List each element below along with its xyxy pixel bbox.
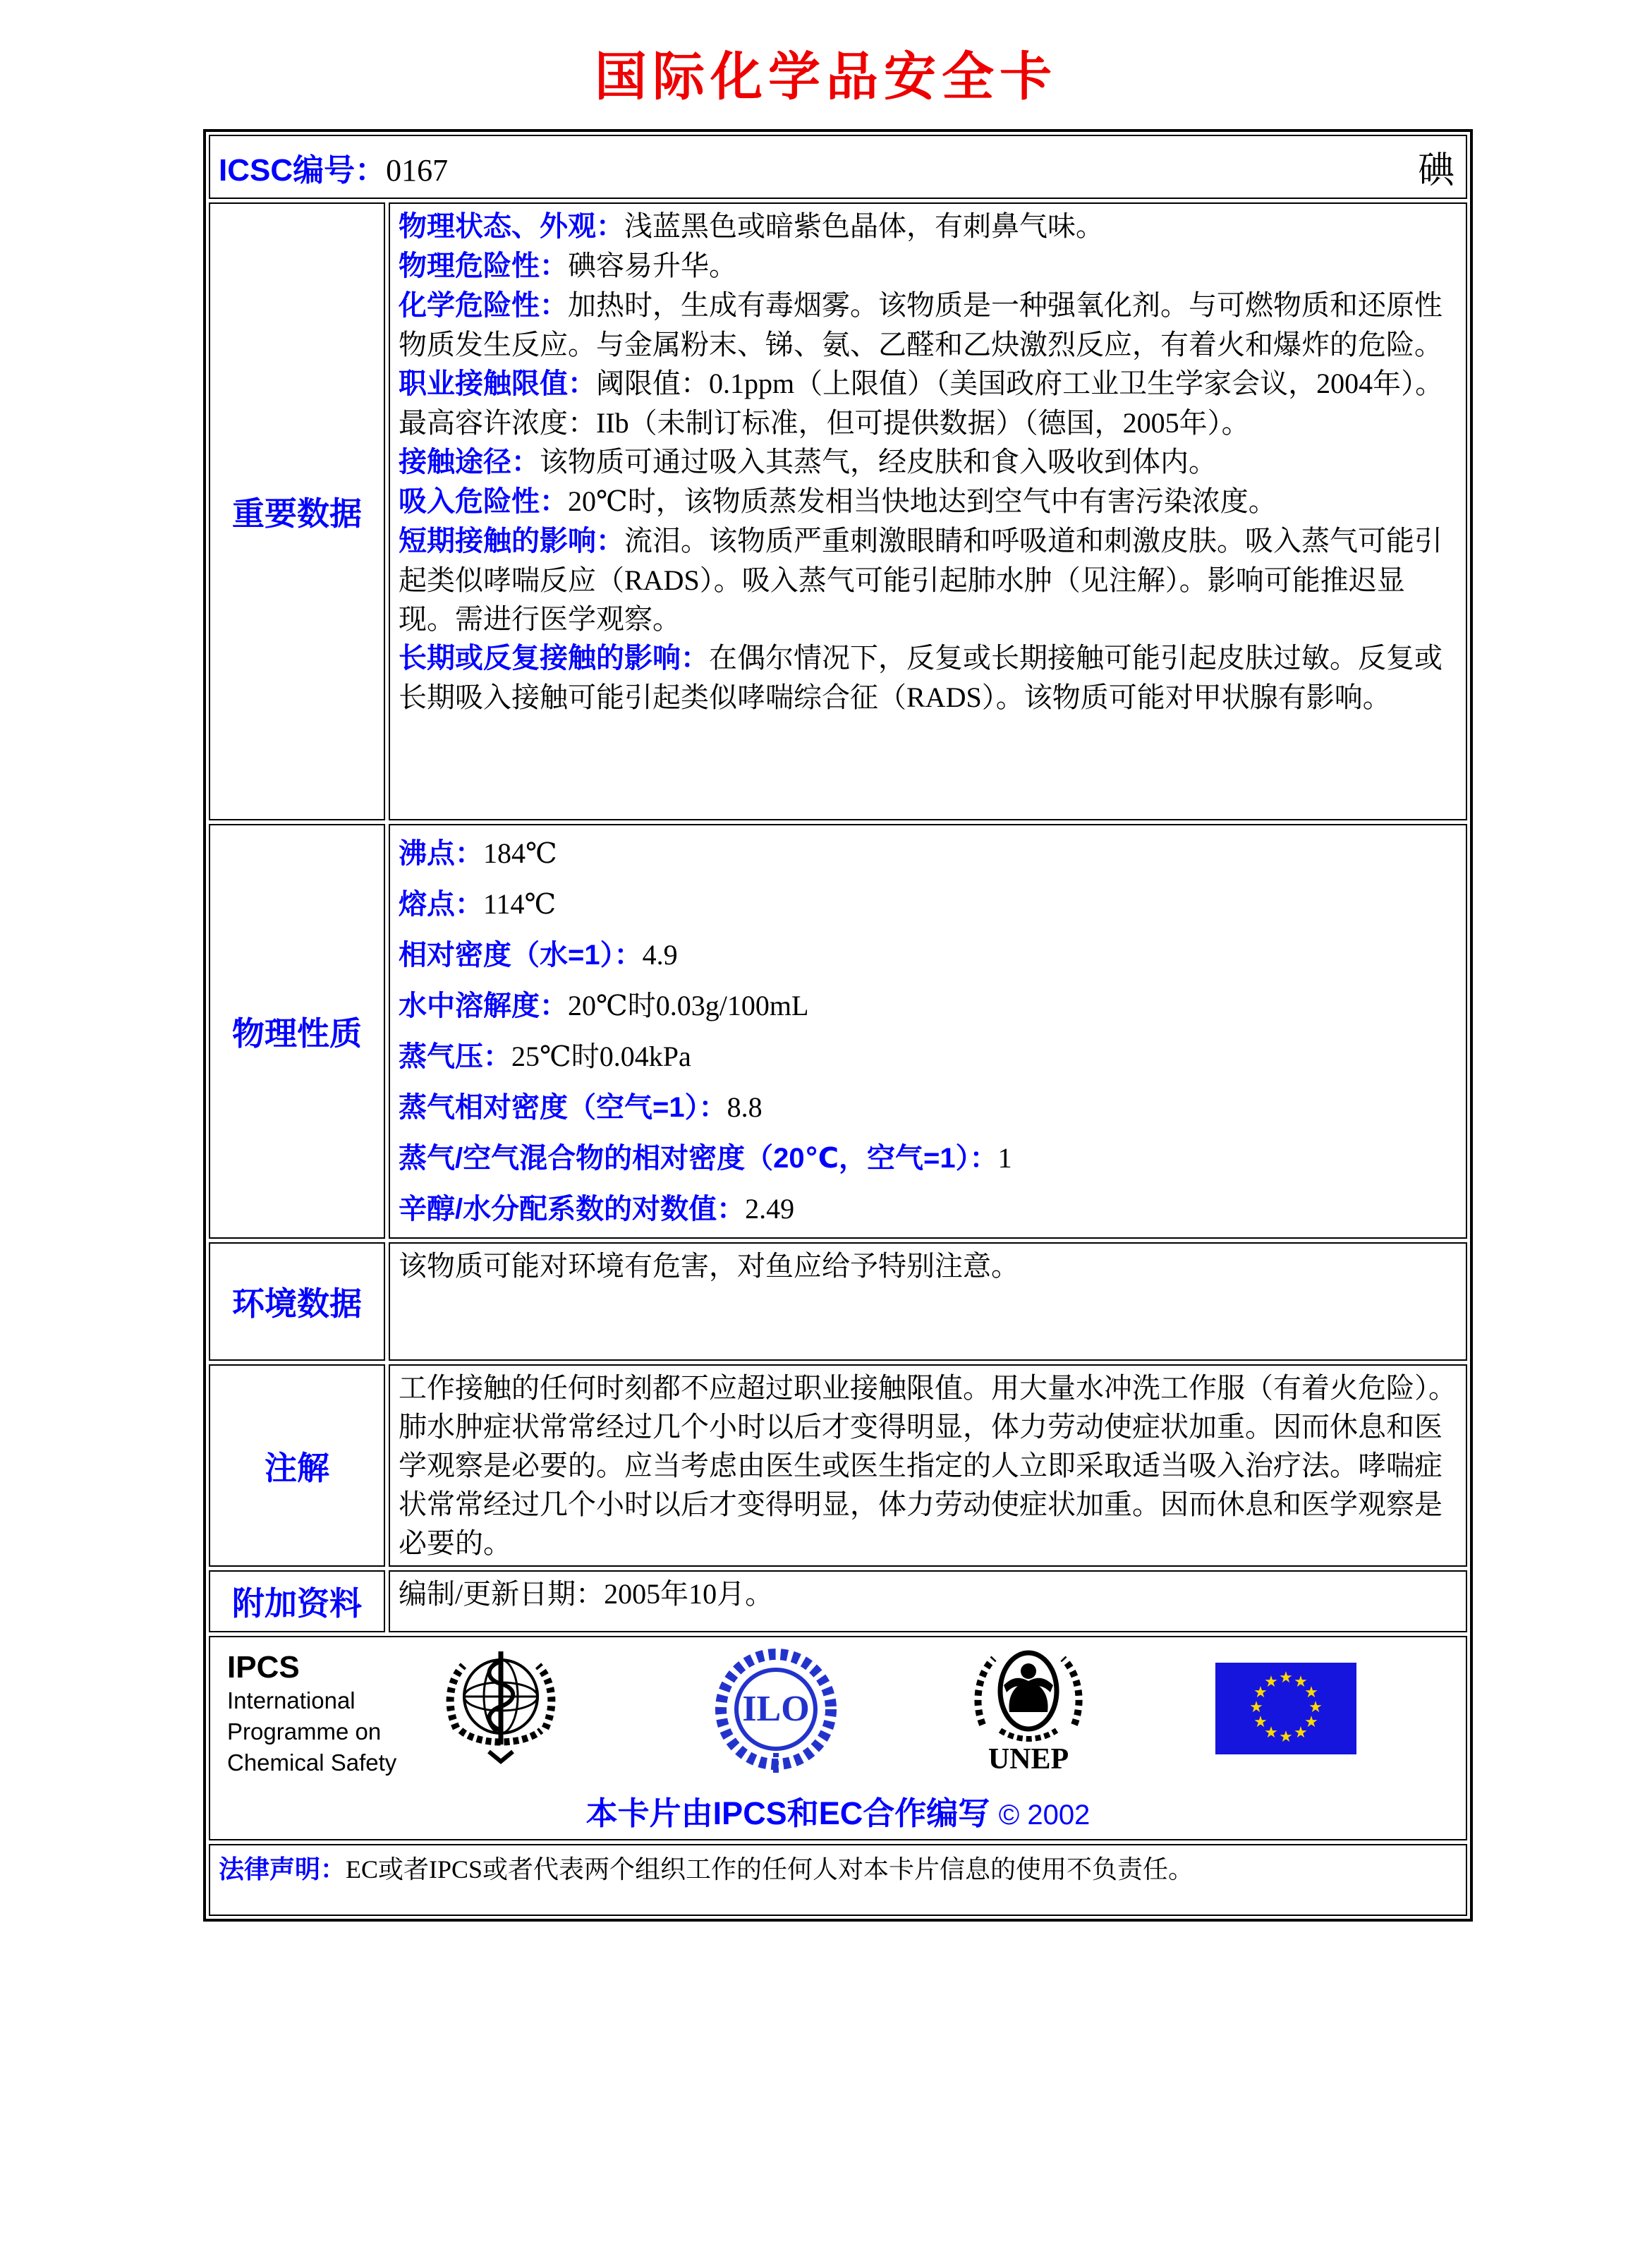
svg-text:★: ★: [1294, 1673, 1308, 1691]
section-label-additional-info: 附加资料: [209, 1570, 385, 1632]
svg-text:★: ★: [1279, 1728, 1293, 1746]
icsc-number-value: 0167: [386, 152, 449, 188]
field-inhalation-risk: 吸入危险性：20℃时，该物质蒸发相当快地达到空气中有害污染浓度。: [399, 485, 1277, 517]
svg-text:★: ★: [1249, 1699, 1263, 1716]
legal-text: EC或者IPCS或者代表两个组织工作的任何人对本卡片信息的使用不负责任。: [346, 1855, 1194, 1883]
section-notes: [209, 1364, 1467, 1567]
prop-water-solubility: 水中溶解度：20℃时0.03g/100mL: [399, 990, 809, 1021]
prop-melting-point: 熔点：114℃: [399, 888, 557, 920]
unep-logo-icon: [968, 1647, 1088, 1781]
header-row: [209, 135, 1467, 199]
icsc-number-label: ICSC编号：: [219, 152, 387, 188]
field-physical-danger: 物理危险性：碘容易升华。: [399, 250, 737, 281]
prop-boiling-point: 沸点：184℃: [399, 837, 557, 869]
credit-text: 本卡片由IPCS和EC合作编写: [585, 1795, 990, 1831]
svg-text:★: ★: [1264, 1673, 1278, 1691]
section-important-data: [209, 202, 1467, 820]
additional-info-content: [389, 1570, 1467, 1632]
who-logo-icon: [439, 1647, 563, 1774]
legal-label: 法律声明：: [219, 1855, 346, 1883]
field-exposure-routes: 接触途径：该物质可通过吸入其蒸气，经皮肤和食入吸收到体内。: [399, 446, 1217, 478]
logo-row: [217, 1647, 1459, 1785]
ilo-logo-text: ILO: [742, 1689, 810, 1729]
page-title: 国际化学品安全卡: [595, 49, 1057, 107]
ipcs-acronym: IPCS: [227, 1650, 300, 1685]
section-environmental-data: [209, 1242, 1467, 1361]
prop-vapor-pressure: 蒸气压：25℃时0.04kPa: [399, 1041, 691, 1072]
ipcs-line1: International: [227, 1687, 356, 1713]
field-long-term-effects: 长期或反复接触的影响：在偶尔情况下，反复或长期接触可能引起皮肤过敏。反复或长期吸入接触可能引起类似哮喘综合征（RADS）。该物质可能对甲状腺有影响。: [399, 642, 1443, 713]
section-physical-properties: [209, 824, 1467, 1239]
ipcs-line3: Chemical Safety: [227, 1749, 397, 1776]
organizations-cell: [209, 1636, 1467, 1840]
copyright-text: © 2002: [998, 1800, 1091, 1831]
svg-text:★: ★: [1304, 1684, 1318, 1701]
svg-text:★: ★: [1264, 1724, 1278, 1742]
svg-text:★: ★: [1308, 1699, 1323, 1716]
svg-text:★: ★: [1253, 1684, 1268, 1701]
svg-text:★: ★: [1253, 1713, 1268, 1731]
ipcs-text-block: [217, 1647, 429, 1778]
svg-text:★: ★: [1294, 1724, 1308, 1742]
unep-logo-text: UNEP: [988, 1743, 1069, 1776]
physical-properties-content: [389, 824, 1467, 1239]
section-additional-info: [209, 1570, 1467, 1632]
notes-content: [389, 1364, 1467, 1567]
ilo-logo-icon: [715, 1647, 838, 1785]
credit-line: [217, 1788, 1459, 1833]
prop-vapor-air-mixture-density: 蒸气/空气混合物的相对密度（20℃，空气=1）：1: [399, 1142, 1012, 1174]
section-label-important-data: 重要数据: [209, 202, 385, 820]
field-physical-state: 物理状态、外观：浅蓝黑色或暗紫色晶体，有刺鼻气味。: [399, 210, 1104, 242]
field-chemical-danger: 化学危险性：加热时，生成有毒烟雾。该物质是一种强氧化剂。与可燃物质和还原性物质发生反应。与金属粉末、锑、氨、乙醛和乙炔激烈反应，有着火和爆炸的危险。: [399, 289, 1443, 360]
ipcs-line2: Programme on: [227, 1718, 382, 1745]
eu-flag-icon: [1215, 1663, 1356, 1758]
important-data-content: [389, 202, 1467, 820]
notes-text: 工作接触的任何时刻都不应超过职业接触限值。用大量水冲洗工作服（有着火危险）。肺水肿症状常常经过几个小时以后才变得明显，体力劳动使症状加重。因而休息和医学观察是必要的。应当考虑由医生或医生指定的人立即采取适当吸入治疗法。哮喘症状常常经过几个小时以后才变得明显，体力劳动使症状加重。因而休息和医学观察是必要的。: [399, 1372, 1457, 1559]
prop-relative-density: 相对密度（水=1）：4.9: [399, 939, 678, 971]
icsc-card-table: [203, 129, 1473, 1922]
legal-cell: [209, 1844, 1467, 1916]
svg-text:★: ★: [1304, 1713, 1318, 1731]
section-label-environmental-data: 环境数据: [209, 1242, 385, 1361]
icsc-number-field: [219, 145, 448, 190]
environmental-data-content: [389, 1242, 1467, 1361]
prop-vapor-relative-density: 蒸气相对密度（空气=1）：8.8: [399, 1091, 763, 1123]
legal-row: [209, 1844, 1467, 1916]
organizations-row: [209, 1636, 1467, 1840]
section-label-notes: 注解: [209, 1364, 385, 1567]
substance-name: 碘: [1417, 151, 1454, 191]
header-cell: [209, 135, 1467, 199]
environmental-data-text: 该物质可能对环境有危害，对鱼应给予特别注意。: [399, 1250, 1019, 1282]
prop-octanol-water-partition: 辛醇/水分配系数的对数值：2.49: [399, 1193, 795, 1225]
field-occupational-exposure-limits: 职业接触限值：阈限值：0.1ppm（上限值）（美国政府工业卫生学家会议，2004年）。最高容许浓度：IIb（未制订标准，但可提供数据）（德国，2005年）。: [399, 368, 1444, 439]
svg-text:★: ★: [1279, 1669, 1293, 1687]
section-label-physical-properties: 物理性质: [209, 824, 385, 1239]
field-short-term-effects: 短期接触的影响：流泪。该物质严重刺激眼睛和呼吸道和刺激皮肤。吸入蒸气可能引起类似哮喘反应（RADS）。吸入蒸气可能引起肺水肿（见注解）。影响可能推迟显现。需进行医学观察。: [399, 525, 1443, 635]
additional-info-text: 编制/更新日期：2005年10月。: [399, 1578, 774, 1610]
